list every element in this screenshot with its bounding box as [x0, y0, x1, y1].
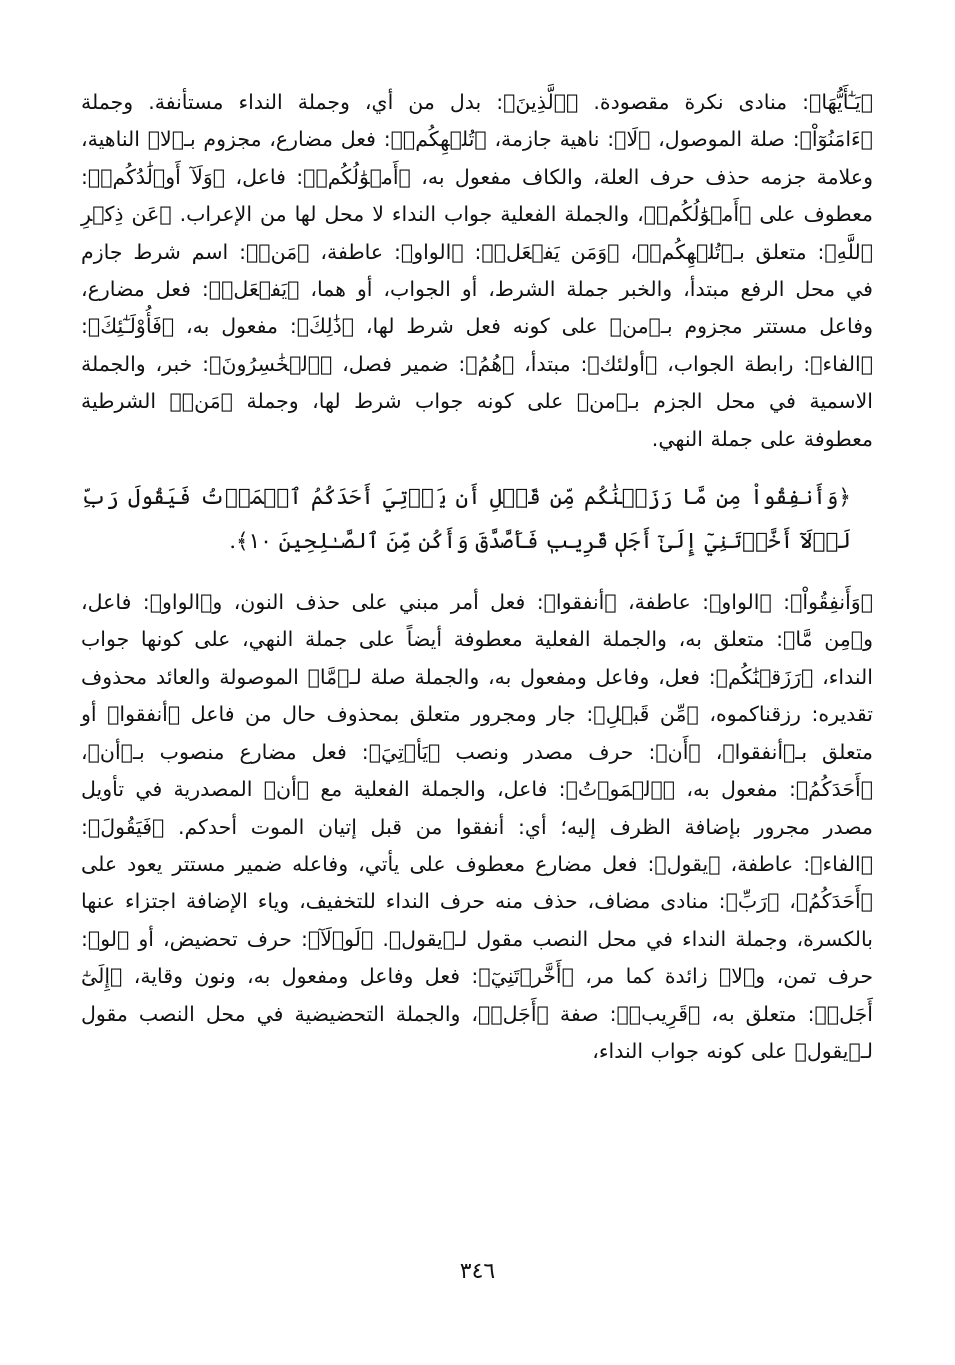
- commentary-paragraph-2: ﴿وَأَنفِقُواْ﴾: ﴿الواو﴾: عاطفة، ﴿أنفقوا﴾: فعل أمر مبني على حذف النون، و﴿الواو﴾: فاعل، و﴿مِن مَّا﴾: متعلق به، والجملة الفعلية معطوفة أيضاً على جملة النهي، على كونها جواب النداء، ﴿رَزَقۡنَٰكُم﴾: فعل، وفاعل ومفعول به، والجملة صلة لـ﴿مَّا﴾ الموصولة والعائد محذوف تقديره: رزقناكموه، ﴿مِّن قَبۡلِ﴾: جار ومجرور متعلق بمحذوف حال من فاعل ﴿أنفقوا﴾ أو متعلق بـ﴿أنفقوا﴾، ﴿أَن﴾: حرف مصدر ونصب ﴿يَأۡتِيَ﴾: فعل مضارع منصوب بـ﴿أن﴾، ﴿أَحَدَكُمُ﴾: مفعول به، ﴿ٱلۡمَوۡتُ﴾: فاعل، والجملة الفعلية مع ﴿أن﴾ المصدرية في تأويل مصدر مجرور بإضافة الظرف إليه؛ أي: أنفقوا من قبل إتيان الموت أحدكم. ﴿فَيَقُولَ﴾: ﴿الفاء﴾: عاطفة، ﴿يقول﴾: فعل مضارع معطوف على يأتي، وفاعله ضمير مستتر يعود على ﴿أَحَدَكُمُ﴾، ﴿رَبِّ﴾: منادى مضاف، حذف منه حرف النداء للتخفيف، وياء الإضافة اجتزاء عنها بالكسرة، وجملة النداء في محل النصب مقول لـ﴿يقول﴾. ﴿لَوۡلَآ﴾: حرف تحضيض، أو ﴿لو﴾: حرف تمن، و﴿لا﴾ زائدة كما مر، ﴿أَخَّرۡتَنِيٓ﴾: فعل وفاعل ومفعول به، ونون وقاية، ﴿إِلَىٰٓ أَجَلٖ﴾: متعلق به، ﴿قَرِيبٖ﴾: صفة ﴿أَجَلٖ﴾، والجملة التحضيضية في محل النصب مقول لـ﴿يقول﴾ على كونه جواب النداء،: [81, 590, 873, 1063]
- document-page: [81, 84, 873, 1070]
- commentary-paragraph-1: ﴿يَـٰٓأَيُّهَا﴾: منادى نكرة مقصودة. ﴿ٱلَّذِينَ﴾: بدل من أي، وجملة النداء مستأنفة. وجملة ﴿ءَامَنُوٓاْ﴾: صلة الموصول، ﴿لَا﴾: ناهية جازمة، ﴿تُلۡهِكُمۡ﴾: فعل مضارع، مجزوم بـ﴿لا﴾ الناهية، وعلامة جزمه حذف حرف العلة، والكاف مفعول به، ﴿أَمۡوَٰلُكُمۡ﴾: فاعل، ﴿وَلَآ أَوۡلَٰدُكُمۡ﴾: معطوف على ﴿أَمۡوَٰلُكُمۡ﴾، والجملة الفعلية جواب النداء لا محل لها من الإعراب. ﴿عَن ذِكۡرِ ٱللَّهِ﴾: متعلق بـ﴿تُلۡهِكُمۡ﴾، ﴿وَمَن يَفۡعَلۡ﴾: ﴿الواو﴾: عاطفة، ﴿مَنۡ﴾: اسم شرط جازم في محل الرفع مبتدأ، والخبر جملة الشرط، أو الجواب، أو هما، ﴿يَفۡعَلۡ﴾: فعل مضارع، وفاعل مستتر مجزوم بـ﴿من﴾ على كونه فعل شرط لها، ﴿ذَٰلِكَ﴾: مفعول به، ﴿فَأُوْلَـٰٓئِكَ﴾: ﴿الفاء﴾: رابطة الجواب، ﴿أولئك﴾: مبتدأ، ﴿هُمُ﴾: ضمير فصل، ﴿ٱلۡخَٰسِرُونَ﴾: خبر، والجملة الاسمية في محل الجزم بـ﴿من﴾ على كونه جواب شرط لها، وجملة ﴿مَنۡ﴾ الشرطية معطوفة على جملة النهي.: [81, 90, 873, 451]
- quran-verse: ﴿وَأَنفِقُواْ مِن مَّا رَزَقۡنَٰكُم مِّن قَبۡلِ أَن يَأۡتِيَ أَحَدَكُمُ ٱلۡمَوۡتُ فَيَقُولَ رَبِّ لَوۡلَآ أَخَّرۡتَنِيٓ إِلَىٰٓ أَجَلٖ قَرِيبٖ فَأَصَّدَّقَ وَأَكُن مِّنَ ٱلصَّـٰلِحِينَ ١٠﴾.: [81, 485, 851, 555]
- page-number: ٣٤٦: [459, 1259, 496, 1284]
